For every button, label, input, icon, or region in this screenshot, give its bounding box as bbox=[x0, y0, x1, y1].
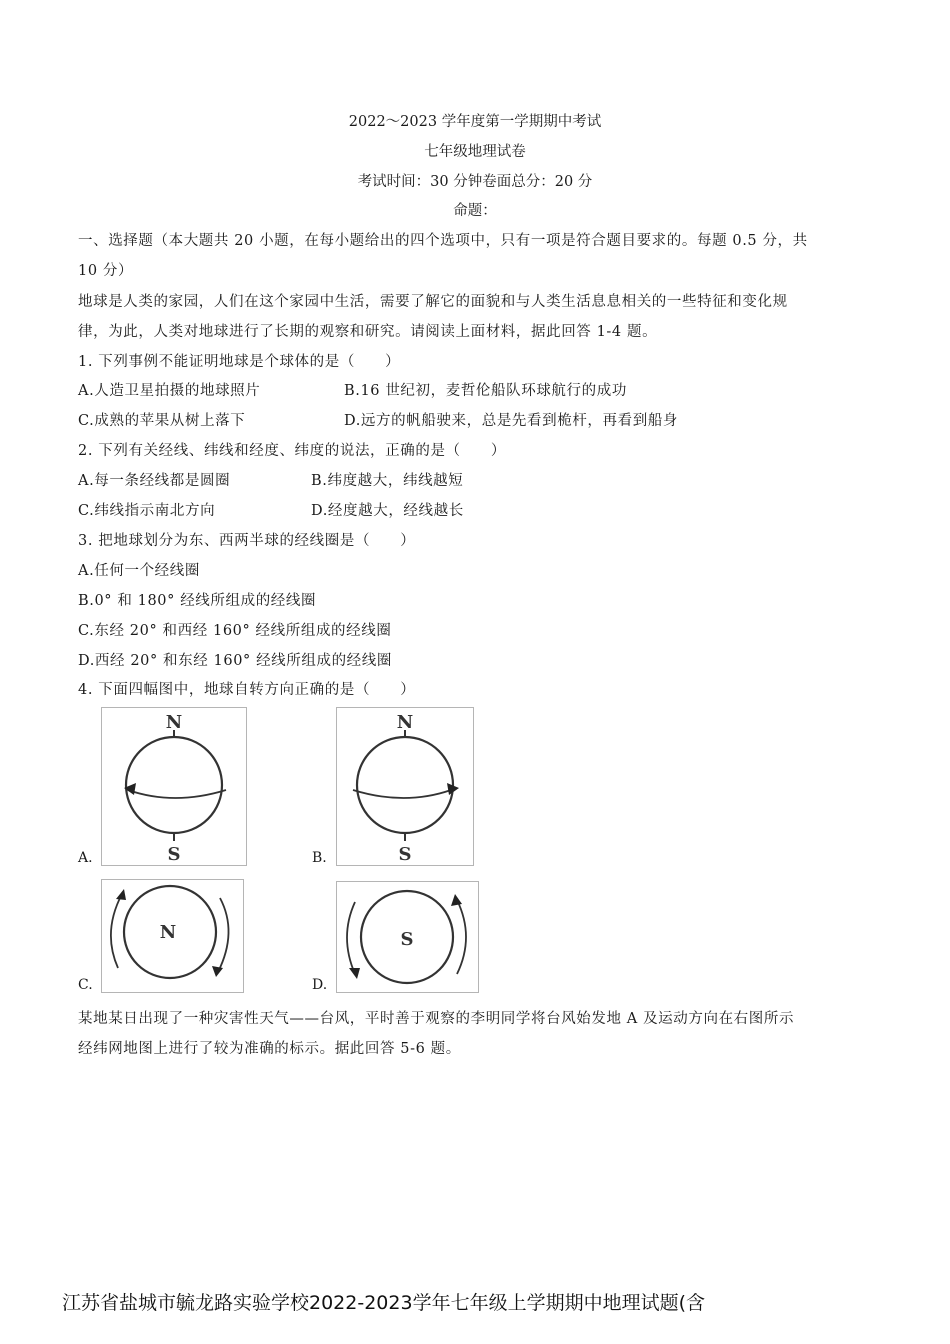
figure-d bbox=[336, 881, 479, 993]
q2-stem: 2. 下列有关经线、纬线和经度、纬度的说法，正确的是（ ） bbox=[78, 443, 506, 459]
figure-b-north-label: N bbox=[396, 712, 414, 733]
q2-option-b: B.纬度越大，纬线越短 bbox=[311, 473, 464, 489]
q2-option-d: D.经度越大，经线越长 bbox=[311, 503, 464, 519]
figure-d-center-label: S bbox=[400, 929, 414, 950]
figure-c bbox=[101, 879, 244, 993]
figure-a bbox=[101, 707, 247, 866]
q3-option-c: C.东经 20° 和西经 160° 经线所组成的经线圈 bbox=[78, 623, 392, 639]
figure-d-arrow-left-icon bbox=[349, 968, 360, 979]
figure-a-south-label: S bbox=[167, 844, 181, 865]
figure-d-label: D. bbox=[312, 977, 328, 993]
material2-line2: 经纬网地图上进行了较为准确的标示。据此回答 5-6 题。 bbox=[78, 1041, 461, 1057]
q2-option-c: C.纬线指示南北方向 bbox=[78, 503, 216, 519]
q4-stem: 4. 下面四幅图中，地球自转方向正确的是（ ） bbox=[78, 682, 416, 698]
exam-title: 2022～2023 学年度第一学期期中考试 bbox=[348, 114, 602, 130]
material1-line1: 地球是人类的家园，人们在这个家园中生活，需要了解它的面貌和与人类生活息息相关的一些特征和变化规 bbox=[78, 294, 788, 310]
material1-line2: 律，为此，人类对地球进行了长期的观察和研究。请阅读上面材料，据此回答 1-4 题。 bbox=[78, 324, 658, 340]
figure-b bbox=[336, 707, 474, 866]
figure-a-north-label: N bbox=[165, 712, 183, 733]
q3-option-a: A.任何一个经线圈 bbox=[78, 563, 200, 579]
exam-subtitle: 七年级地理试卷 bbox=[424, 144, 526, 160]
exam-info: 考试时间：30 分钟卷面总分：20 分 bbox=[357, 174, 593, 190]
figure-c-arrow-right-icon bbox=[212, 966, 223, 977]
figure-c-center-label: N bbox=[159, 922, 177, 943]
q3-option-b: B.0° 和 180° 经线所组成的经线圈 bbox=[78, 593, 317, 609]
material2-line1: 某地某日出现了一种灾害性天气——台风，平时善于观察的李明同学将台风始发地 A 及运动方向在右图所示 bbox=[78, 1011, 795, 1027]
q1-option-b: B.16 世纪初，麦哲伦船队环球航行的成功 bbox=[344, 383, 627, 399]
figure-a-label: A. bbox=[78, 850, 93, 866]
q2-option-a: A.每一条经线都是圆圈 bbox=[78, 473, 231, 489]
exam-setter: 命题： bbox=[453, 203, 497, 219]
figure-c-arrow-left-icon bbox=[116, 889, 126, 900]
q1-option-c: C.成熟的苹果从树上落下 bbox=[78, 413, 246, 429]
document-footer-title: 江苏省盐城市毓龙路实验学校2022-2023学年七年级上学期期中地理试题(含 bbox=[62, 1292, 705, 1314]
section-intro-line1: 一、选择题（本大题共 20 小题，在每小题给出的四个选项中，只有一项是符合题目要求的。每题 0.5 分，共 bbox=[78, 233, 808, 249]
figure-b-south-label: S bbox=[398, 844, 412, 865]
figure-d-arrow-right-icon bbox=[451, 894, 462, 906]
figure-c-label: C. bbox=[78, 977, 93, 993]
q3-option-d: D.西经 20° 和东经 160° 经线所组成的经线圈 bbox=[78, 653, 392, 669]
q3-stem: 3. 把地球划分为东、西两半球的经线圈是（ ） bbox=[78, 533, 416, 549]
q1-option-d: D.远方的帆船驶来，总是先看到桅杆，再看到船身 bbox=[344, 413, 679, 429]
q1-option-a: A.人造卫星拍摄的地球照片 bbox=[78, 383, 261, 399]
section-intro-line2: 10 分） bbox=[78, 263, 134, 279]
q1-stem: 1. 下列事例不能证明地球是个球体的是（ ） bbox=[78, 354, 401, 370]
figure-b-label: B. bbox=[312, 850, 327, 866]
